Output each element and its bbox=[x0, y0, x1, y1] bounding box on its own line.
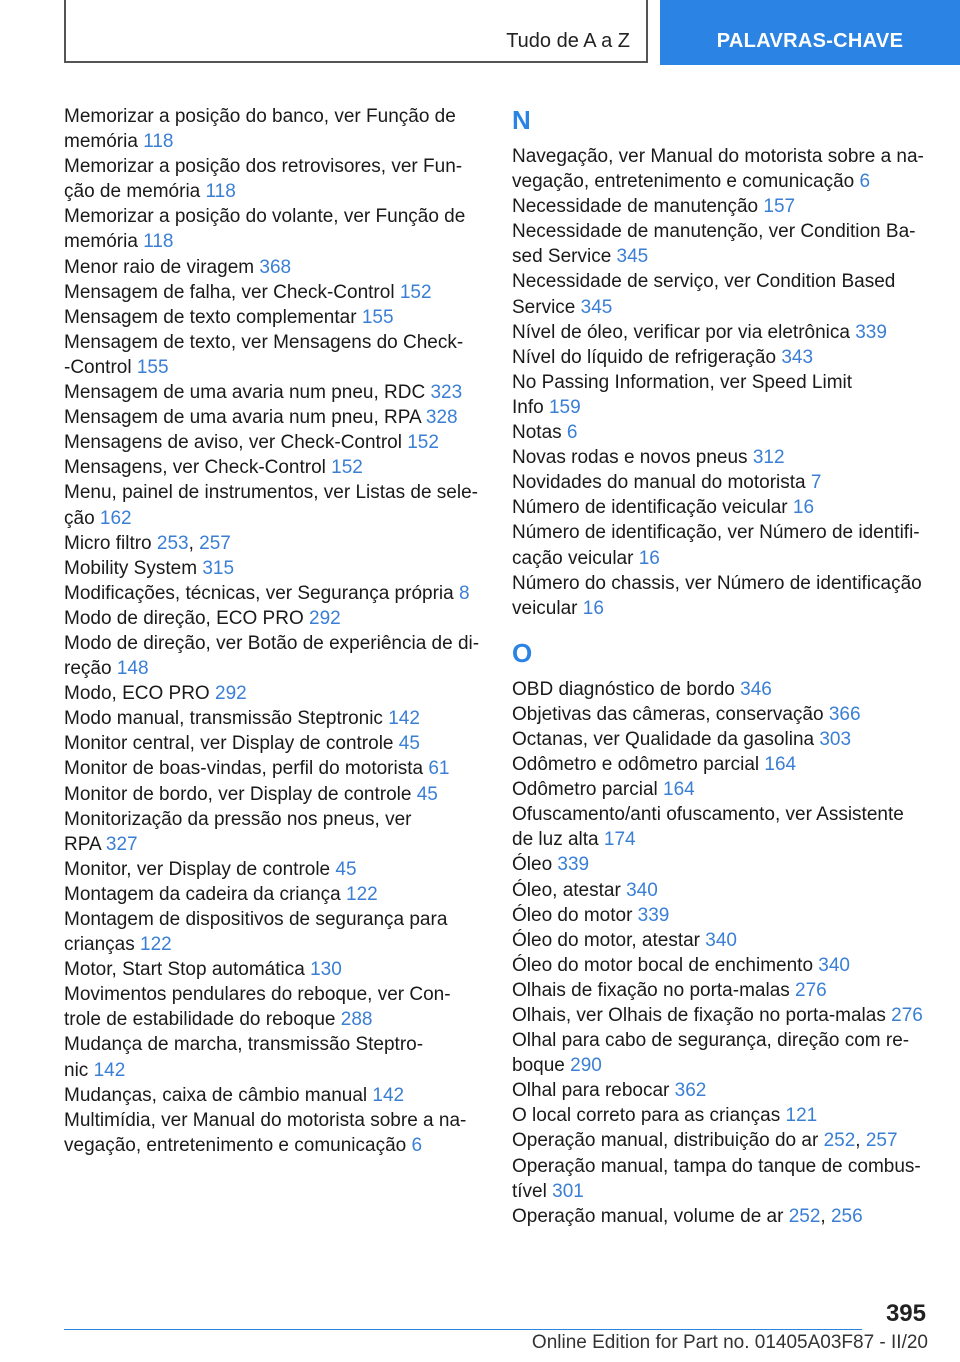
page-reference-link[interactable]: 292 bbox=[215, 683, 247, 705]
index-entry bbox=[64, 857, 484, 882]
page-reference-link[interactable]: 362 bbox=[674, 1080, 707, 1102]
index-entry-text: nic 142 bbox=[64, 1059, 126, 1081]
index-entry bbox=[512, 702, 932, 727]
page-reference-link[interactable]: 8 bbox=[458, 582, 470, 604]
index-entry-text: Montagem de dispositivos de segurança para bbox=[64, 909, 448, 930]
page-reference-link[interactable]: 312 bbox=[752, 447, 785, 469]
index-entry bbox=[64, 907, 484, 957]
page-reference-link[interactable]: 162 bbox=[99, 507, 132, 529]
index-entry-text: Óleo 339 bbox=[512, 854, 590, 876]
page-reference-link[interactable]: 290 bbox=[570, 1055, 602, 1077]
index-entry bbox=[64, 731, 484, 756]
index-entry-text: Necessidade de manutenção, ver Condition Ba- bbox=[512, 221, 916, 243]
index-entry-text: Número de identificação, ver Número de identifi- bbox=[512, 522, 920, 544]
page-reference-link[interactable]: 152 bbox=[331, 457, 363, 479]
index-entry bbox=[512, 777, 932, 802]
page-reference-link[interactable]: 155 bbox=[136, 356, 169, 378]
page-reference-link[interactable]: 257 bbox=[199, 532, 231, 554]
index-entry bbox=[512, 878, 932, 903]
section-header-box bbox=[64, 0, 648, 63]
page-reference-link[interactable]: 340 bbox=[818, 954, 850, 976]
index-entry bbox=[512, 1128, 932, 1153]
index-entry-text: Operação manual, tampa do tanque de combus- bbox=[512, 1155, 921, 1177]
index-entry-text: crianças 122 bbox=[64, 934, 172, 956]
index-entry-text: Memorizar a posição dos retrovisores, ver Fun- bbox=[64, 156, 463, 178]
index-entry bbox=[512, 928, 932, 953]
index-entry-text: Montagem da cadeira da criança 122 bbox=[64, 883, 378, 905]
page-reference-link[interactable]: 257 bbox=[865, 1130, 898, 1152]
index-entry-text: Info 159 bbox=[512, 396, 581, 418]
index-entry bbox=[64, 480, 484, 530]
page-reference-link[interactable]: 315 bbox=[202, 557, 235, 579]
index-entry-text: Service 345 bbox=[512, 296, 613, 318]
index-entry-text: Novidades do manual do motorista 7 bbox=[512, 472, 822, 494]
index-entry-text: Mensagem de uma avaria num pneu, RPA 328 bbox=[64, 407, 458, 429]
index-entry bbox=[512, 144, 932, 194]
index-entry-text: Monitor central, ver Display de controle 45 bbox=[64, 733, 420, 755]
index-entry-text: Movimentos pendulares do reboque, ver Con- bbox=[64, 984, 451, 1006]
index-entry-text: Mensagens, ver Check-Control 152 bbox=[64, 457, 363, 479]
index-entry bbox=[64, 782, 484, 807]
index-entry-text: Micro filtro 253, 257 bbox=[64, 532, 231, 554]
index-entry bbox=[512, 677, 932, 702]
index-entry bbox=[64, 556, 484, 581]
index-entry-text: Óleo, atestar 340 bbox=[512, 879, 658, 901]
page-reference-link[interactable]: 45 bbox=[398, 733, 420, 755]
index-entry-text: Modo, ECO PRO 292 bbox=[64, 683, 247, 705]
index-entry bbox=[64, 706, 484, 731]
page-reference-link[interactable]: 6 bbox=[859, 171, 871, 193]
index-entry bbox=[512, 345, 932, 370]
index-entry bbox=[64, 430, 484, 455]
index-letter-heading: N bbox=[512, 105, 531, 135]
index-entry-text: Modo de direção, ECO PRO 292 bbox=[64, 607, 341, 629]
index-entry-text: Necessidade de serviço, ver Condition Based bbox=[512, 271, 896, 293]
page-reference-link[interactable]: 142 bbox=[372, 1084, 405, 1106]
index-entry bbox=[64, 756, 484, 781]
footer-edition-text: Online Edition for Part no. 01405A03F87 - II/20 bbox=[531, 1332, 928, 1353]
index-entry bbox=[512, 320, 932, 345]
index-entry-text: ção de memória 118 bbox=[64, 181, 236, 203]
index-entry bbox=[64, 405, 484, 430]
page-reference-link[interactable]: 256 bbox=[830, 1205, 863, 1227]
page-reference-link[interactable]: 118 bbox=[205, 181, 236, 203]
index-entry bbox=[64, 982, 484, 1032]
index-entry-text: Objetivas das câmeras, conservação 366 bbox=[512, 703, 861, 725]
index-entry bbox=[512, 852, 932, 877]
page-reference-link[interactable]: 164 bbox=[663, 779, 695, 801]
index-entry-text: Número de identificação veicular 16 bbox=[512, 497, 815, 519]
page-header bbox=[0, 0, 960, 66]
page-reference-link[interactable]: 340 bbox=[626, 879, 658, 901]
page-reference-link[interactable]: 122 bbox=[346, 883, 378, 905]
index-entry bbox=[512, 269, 932, 319]
index-entry bbox=[64, 280, 484, 305]
index-entry-text: Óleo do motor bocal de enchimento 340 bbox=[512, 954, 850, 976]
index-entry bbox=[512, 1154, 932, 1204]
index-entry bbox=[64, 606, 484, 631]
index-entry-text: Ofuscamento/anti ofuscamento, ver Assistente bbox=[512, 804, 904, 826]
index-entry-text: ção 162 bbox=[64, 507, 132, 529]
index-entry-text: Necessidade de manutenção 157 bbox=[512, 196, 796, 218]
page-reference-link[interactable]: 45 bbox=[416, 783, 438, 805]
index-entry bbox=[512, 802, 932, 852]
index-entry bbox=[64, 882, 484, 907]
index-entry-text: Mensagem de falha, ver Check-Control 152 bbox=[64, 281, 432, 303]
index-entry bbox=[512, 194, 932, 219]
page-reference-link[interactable]: 6 bbox=[411, 1134, 423, 1156]
index-entry-text: Octanas, ver Qualidade da gasolina 303 bbox=[512, 728, 852, 750]
index-entry-text: Nível de óleo, verificar por via eletrônica 339 bbox=[512, 321, 887, 343]
index-entry-text: memória 118 bbox=[64, 131, 174, 153]
index-entry-text: -Control 155 bbox=[64, 356, 169, 378]
page-reference-link[interactable]: 339 bbox=[637, 904, 670, 926]
index-column-right bbox=[512, 104, 932, 1229]
index-entry-text: No Passing Information, ver Speed Limit bbox=[512, 371, 853, 393]
index-entry-text: Monitor de bordo, ver Display de controle 45 bbox=[64, 783, 438, 805]
index-entry-text: Navegação, ver Manual do motorista sobre a na- bbox=[512, 146, 924, 167]
index-entry-text: Notas 6 bbox=[512, 422, 578, 444]
index-entry-text: veicular 16 bbox=[512, 597, 604, 619]
page-reference-link[interactable]: 253 bbox=[156, 532, 189, 554]
page-reference-link[interactable]: 152 bbox=[399, 281, 432, 303]
index-entry bbox=[512, 727, 932, 752]
page-reference-link[interactable]: 174 bbox=[603, 829, 636, 851]
index-entry-text: Mensagem de uma avaria num pneu, RDC 323 bbox=[64, 382, 463, 404]
index-entry bbox=[64, 581, 484, 606]
index-entry-text: trole de estabilidade do reboque 288 bbox=[64, 1009, 373, 1031]
index-entry-text: vegação, entretenimento e comunicação 6 bbox=[64, 1134, 423, 1156]
page-reference-link[interactable]: 328 bbox=[425, 407, 458, 429]
index-entry bbox=[512, 420, 932, 445]
index-entry-text: Número do chassis, ver Número de identificação bbox=[512, 572, 922, 594]
footer-divider bbox=[64, 1329, 862, 1330]
page-number: 395 bbox=[885, 1300, 926, 1327]
page-reference-link[interactable]: 142 bbox=[93, 1059, 126, 1081]
page-reference-link[interactable]: 345 bbox=[616, 246, 649, 268]
page-reference-link[interactable]: 122 bbox=[140, 934, 172, 956]
index-entry bbox=[512, 1003, 932, 1028]
page-reference-link[interactable]: 16 bbox=[638, 547, 660, 569]
index-entry-text: cação veicular 16 bbox=[512, 547, 660, 569]
page-reference-link[interactable]: 152 bbox=[407, 432, 439, 454]
index-entry-text: Olhal para rebocar 362 bbox=[512, 1080, 707, 1102]
index-entry-text: Memorizar a posição do banco, ver Função de bbox=[64, 106, 456, 127]
page-reference-link[interactable]: 301 bbox=[552, 1180, 584, 1202]
index-entry bbox=[64, 1108, 484, 1158]
index-entry bbox=[64, 154, 484, 204]
index-entry bbox=[512, 978, 932, 1003]
index-entry-text: sed Service 345 bbox=[512, 246, 649, 268]
page-reference-link[interactable]: 118 bbox=[143, 131, 174, 153]
index-entry-text: tível 301 bbox=[512, 1180, 584, 1202]
index-entry bbox=[64, 330, 484, 380]
index-entry bbox=[64, 681, 484, 706]
page-reference-link[interactable]: 16 bbox=[792, 497, 815, 519]
page-reference-link[interactable]: 339 bbox=[855, 321, 887, 343]
page-reference-link[interactable]: 61 bbox=[428, 758, 450, 780]
page-reference-link[interactable]: 45 bbox=[335, 858, 357, 880]
index-entry bbox=[512, 445, 932, 470]
page-reference-link[interactable]: 303 bbox=[819, 728, 852, 750]
page-reference-link[interactable]: 323 bbox=[430, 382, 463, 404]
page-reference-link[interactable]: 155 bbox=[361, 306, 394, 328]
index-entry-text: Operação manual, volume de ar 252, 256 bbox=[512, 1205, 863, 1227]
index-entry bbox=[512, 571, 932, 621]
index-entry-text: Odômetro e odômetro parcial 164 bbox=[512, 754, 797, 776]
index-entry-text: Monitor de boas-vindas, perfil do motorista 61 bbox=[64, 758, 450, 780]
page-reference-link[interactable]: 157 bbox=[763, 196, 796, 218]
index-entry bbox=[512, 1078, 932, 1103]
index-entry bbox=[512, 470, 932, 495]
chapter-tab[interactable]: PALAVRAS-CHAVE bbox=[660, 0, 960, 65]
index-entry bbox=[64, 104, 484, 154]
index-entry-text: Mudança de marcha, transmissão Steptro- bbox=[64, 1034, 424, 1056]
index-entry-text: Nível do líquido de refrigeração 343 bbox=[512, 346, 814, 368]
page-reference-link[interactable]: 366 bbox=[828, 703, 861, 725]
page-reference-link[interactable]: 288 bbox=[340, 1009, 373, 1031]
page-reference-link[interactable]: 7 bbox=[810, 472, 822, 494]
page-reference-link[interactable]: 121 bbox=[785, 1105, 818, 1127]
page-reference-link[interactable]: 118 bbox=[143, 231, 174, 253]
page-reference-link[interactable]: 339 bbox=[557, 854, 590, 876]
index-entry-text: Olhais, ver Olhais de fixação no porta-malas 276 bbox=[512, 1005, 923, 1026]
index-entry-text: Monitorização da pressão nos pneus, ver bbox=[64, 808, 412, 830]
index-entry bbox=[512, 1204, 932, 1229]
page-reference-link[interactable]: 142 bbox=[388, 708, 420, 730]
index-entry-text: Modo manual, transmissão Steptronic 142 bbox=[64, 708, 420, 730]
index-entry-text: boque 290 bbox=[512, 1055, 602, 1077]
index-entry-text: Monitor, ver Display de controle 45 bbox=[64, 858, 357, 880]
index-entry bbox=[512, 219, 932, 269]
index-entry bbox=[512, 903, 932, 928]
index-entry-text: Menu, painel de instrumentos, ver Listas de sele- bbox=[64, 482, 478, 504]
index-entry bbox=[64, 1032, 484, 1082]
page-reference-link[interactable]: 159 bbox=[548, 396, 581, 418]
page-reference-link[interactable]: 292 bbox=[309, 607, 341, 629]
index-entry bbox=[64, 305, 484, 330]
index-entry bbox=[64, 455, 484, 480]
index-entry-text: vegação, entretenimento e comunicação 6 bbox=[512, 171, 871, 193]
index-entry-text: Olhais de fixação no porta-malas 276 bbox=[512, 979, 827, 1001]
index-entry bbox=[512, 1028, 932, 1078]
section-title: Tudo de A a Z bbox=[506, 30, 630, 52]
index-column-left bbox=[64, 104, 484, 1158]
page-reference-link[interactable]: 346 bbox=[740, 678, 772, 700]
index-letter-heading: O bbox=[512, 637, 533, 668]
index-entry-text: Olhal para cabo de segurança, direção com re- bbox=[512, 1030, 910, 1052]
letter-spacer bbox=[512, 621, 932, 637]
page-reference-link[interactable]: 327 bbox=[105, 833, 138, 855]
index-entry bbox=[64, 807, 484, 857]
index-entry bbox=[512, 495, 932, 520]
index-entry bbox=[64, 255, 484, 280]
index-entry bbox=[512, 370, 932, 420]
index-entry-text: Multimídia, ver Manual do motorista sobre a na- bbox=[64, 1109, 467, 1131]
index-entry bbox=[512, 1103, 932, 1128]
page-reference-link[interactable]: 276 bbox=[795, 979, 827, 1001]
index-entry bbox=[512, 752, 932, 777]
index-entry-text: Motor, Start Stop automática 130 bbox=[64, 959, 342, 981]
index-entry-text: Óleo do motor 339 bbox=[512, 904, 670, 926]
index-entry bbox=[512, 953, 932, 978]
index-entry-text: O local correto para as crianças 121 bbox=[512, 1105, 818, 1127]
index-entry bbox=[512, 520, 932, 570]
index-entry-text: OBD diagnóstico de bordo 346 bbox=[512, 678, 772, 700]
page-reference-link[interactable]: 252 bbox=[823, 1130, 856, 1152]
index-entry-text: Mudanças, caixa de câmbio manual 142 bbox=[64, 1084, 405, 1106]
page-reference-link[interactable]: 164 bbox=[764, 754, 797, 776]
index-entry bbox=[64, 204, 484, 254]
index-entry-text: Mensagem de texto complementar 155 bbox=[64, 306, 394, 328]
index-entry bbox=[64, 531, 484, 556]
index-entry-text: Novas rodas e novos pneus 312 bbox=[512, 447, 785, 469]
page-reference-link[interactable]: 368 bbox=[259, 256, 292, 278]
index-entry-text: Odômetro parcial 164 bbox=[512, 779, 695, 801]
index-entry bbox=[64, 631, 484, 681]
index-entry-text: Operação manual, distribuição do ar 252, 257 bbox=[512, 1130, 898, 1152]
index-entry bbox=[64, 380, 484, 405]
index-entry-text: Memorizar a posição do volante, ver Função de bbox=[64, 206, 466, 228]
page-reference-link[interactable]: 148 bbox=[116, 658, 149, 680]
index-entry-text: Mobility System 315 bbox=[64, 557, 235, 579]
index-entry-text: Mensagem de texto, ver Mensagens do Check- bbox=[64, 331, 464, 353]
page-reference-link[interactable]: 252 bbox=[788, 1205, 821, 1227]
index-entry-text: memória 118 bbox=[64, 231, 174, 253]
page-reference-link[interactable]: 6 bbox=[566, 422, 578, 444]
index-entry-text: Óleo do motor, atestar 340 bbox=[512, 929, 737, 951]
index-entry bbox=[64, 1083, 484, 1108]
page-reference-link[interactable]: 16 bbox=[582, 597, 604, 619]
index-entry bbox=[64, 957, 484, 982]
index-entry-text: de luz alta 174 bbox=[512, 829, 636, 851]
index-entry-text: Modificações, técnicas, ver Segurança própria 8 bbox=[64, 582, 470, 604]
index-entry-text: Menor raio de viragem 368 bbox=[64, 256, 292, 278]
page-reference-link[interactable]: 130 bbox=[310, 959, 342, 981]
page-reference-link[interactable]: 340 bbox=[705, 929, 737, 951]
page-reference-link[interactable]: 345 bbox=[580, 296, 613, 318]
index-entry-text: RPA 327 bbox=[64, 833, 138, 855]
index-entry-text: Modo de direção, ver Botão de experiência de di- bbox=[64, 632, 480, 654]
page-reference-link[interactable]: 276 bbox=[891, 1005, 923, 1026]
page-reference-link[interactable]: 343 bbox=[781, 346, 814, 368]
index-entry-text: reção 148 bbox=[64, 658, 149, 680]
index-entry-text: Mensagens de aviso, ver Check-Control 152 bbox=[64, 432, 439, 454]
